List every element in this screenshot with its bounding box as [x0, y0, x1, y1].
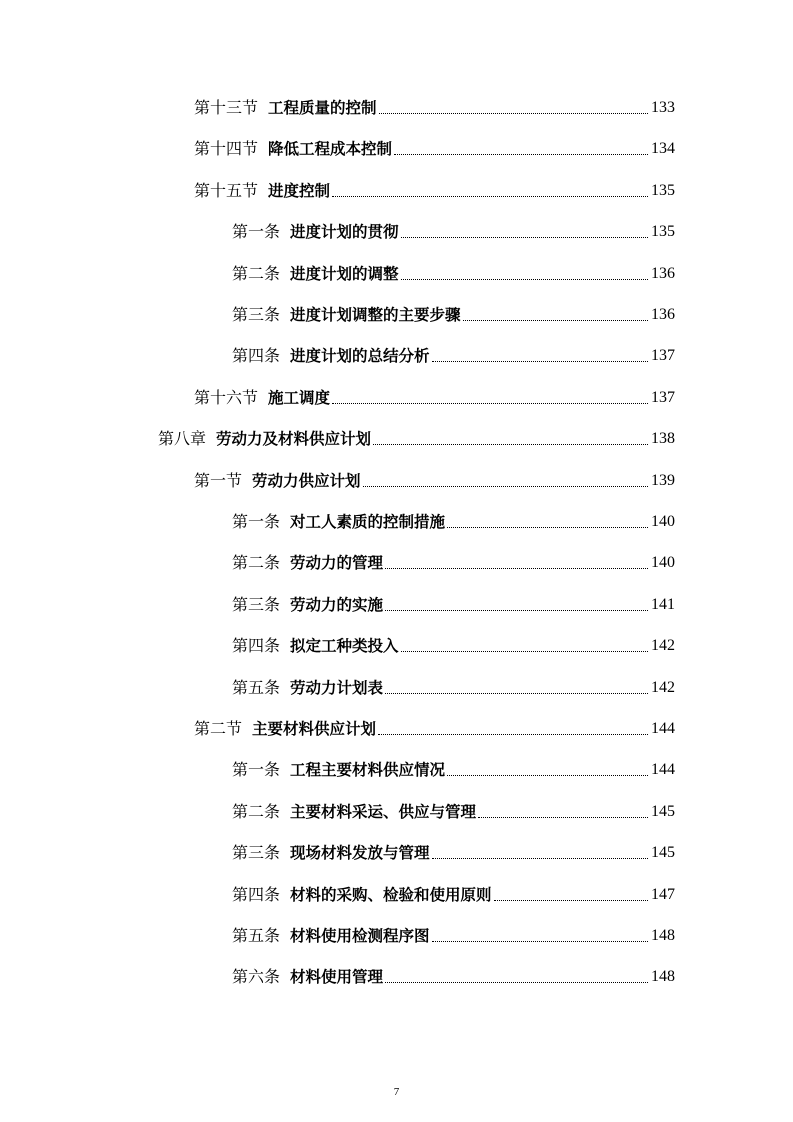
toc-entry-number: 第一条: [232, 222, 281, 242]
toc-entry[interactable]: [232, 628, 675, 656]
toc-entry-page: 144: [651, 720, 675, 737]
dot-leader: [332, 403, 648, 404]
toc-entry[interactable]: [232, 545, 675, 573]
toc-entry[interactable]: [194, 463, 675, 491]
page-number: 7: [393, 1086, 400, 1098]
toc-entry-title: 进度控制: [268, 181, 331, 200]
toc-entry-page: 141: [651, 595, 675, 613]
toc-entry-number: 第五条: [232, 926, 281, 945]
toc-entry-number: 第二节: [194, 719, 243, 738]
dot-leader: [385, 568, 648, 569]
toc-entry[interactable]: [232, 504, 675, 532]
toc-entry-page: 136: [651, 264, 675, 282]
toc-entry-number: 第四条: [232, 346, 281, 366]
dot-leader: [432, 941, 648, 942]
toc-entry-page: 137: [651, 347, 675, 365]
toc-entry-title: 材料使用检测程序图: [290, 927, 430, 945]
toc-entry[interactable]: [232, 752, 675, 780]
toc-entry-page: 137: [651, 388, 675, 406]
toc-entry[interactable]: [232, 959, 675, 987]
toc-entry-title: 进度计划的贯彻: [290, 223, 399, 242]
dot-leader: [332, 196, 648, 197]
dot-leader: [447, 527, 648, 528]
toc-entry[interactable]: [194, 131, 675, 159]
toc-entry[interactable]: [232, 338, 675, 366]
toc-entry-title: 拟定工种类投入: [290, 637, 399, 656]
toc-entry-page: 136: [651, 306, 675, 323]
toc-entry-title: 进度计划的总结分析: [290, 347, 430, 366]
toc-entry[interactable]: [194, 380, 675, 408]
toc-entry[interactable]: [194, 90, 675, 118]
toc-entry-page: 145: [651, 802, 675, 820]
dot-leader: [385, 982, 648, 983]
toc-entry-page: 133: [651, 99, 675, 116]
toc-entry-title: 材料使用管理: [290, 968, 384, 987]
toc-entry-page: 140: [651, 554, 675, 572]
toc-entry[interactable]: [232, 794, 675, 822]
toc-entry-title: 主要材料采运、供应与管理: [290, 802, 477, 821]
toc-entry[interactable]: [158, 421, 675, 449]
dot-leader: [478, 817, 648, 818]
dot-leader: [432, 361, 648, 362]
toc-entry-page: 142: [651, 678, 675, 696]
toc-entry-number: 第四条: [232, 636, 281, 656]
toc-entry[interactable]: [232, 877, 675, 905]
toc-entry-page: 148: [651, 927, 675, 944]
toc-entry-title: 劳动力及材料供应计划: [216, 430, 372, 449]
dot-leader: [394, 154, 648, 155]
toc-entry-number: 第十五节: [194, 180, 259, 200]
toc-entry-page: 139: [651, 471, 675, 489]
toc-entry-title: 降低工程成本控制: [268, 140, 393, 159]
dot-leader: [373, 444, 648, 445]
toc-entry-number: 第十四节: [194, 139, 259, 159]
toc-entry-title: 劳动力计划表: [290, 678, 384, 697]
toc-entry-number: 第三条: [232, 594, 281, 614]
toc-entry-page: 134: [651, 140, 675, 158]
toc-entry-title: 劳动力供应计划: [252, 471, 361, 490]
toc-entry-page: 135: [651, 223, 675, 241]
toc-entry-title: 进度计划调整的主要步骤: [290, 306, 461, 324]
toc-entry[interactable]: [232, 918, 675, 946]
dot-leader: [363, 486, 648, 487]
toc-entry[interactable]: [194, 711, 675, 739]
toc-entry-title: 进度计划的调整: [290, 264, 399, 283]
toc-entry-page: 144: [651, 761, 675, 779]
toc-entry-page: 140: [651, 513, 675, 530]
dot-leader: [385, 610, 648, 611]
dot-leader: [379, 113, 648, 114]
toc-entry-title: 劳动力的实施: [290, 595, 384, 614]
toc-entry-number: 第四条: [232, 884, 281, 904]
dot-leader: [447, 775, 648, 776]
toc-entry-page: 138: [651, 430, 675, 448]
toc-entry[interactable]: [232, 670, 675, 698]
toc-entry-number: 第二条: [232, 553, 281, 573]
dot-leader: [401, 237, 648, 238]
toc-entry[interactable]: [232, 587, 675, 615]
toc-entry-number: 第一条: [232, 512, 281, 531]
toc-entry-title: 劳动力的管理: [290, 554, 384, 573]
toc-entry-number: 第三条: [232, 843, 281, 863]
toc-entry-title: 主要材料供应计划: [252, 720, 377, 738]
toc-entry-number: 第十三节: [194, 98, 259, 117]
toc-entry-page: 148: [651, 968, 675, 986]
toc-entry-number: 第二条: [232, 801, 281, 821]
toc-entry-page: 135: [651, 181, 675, 199]
toc-entry-title: 施工调度: [268, 388, 331, 407]
toc-entry-number: 第三条: [232, 305, 281, 324]
toc-entry-title: 工程主要材料供应情况: [290, 761, 446, 780]
dot-leader: [385, 693, 648, 694]
dot-leader: [401, 651, 648, 652]
toc-entry-number: 第二条: [232, 263, 281, 283]
toc-entry-number: 第六条: [232, 967, 281, 987]
dot-leader: [378, 734, 648, 735]
toc-entry-number: 第八章: [158, 429, 207, 449]
dot-leader: [401, 279, 648, 280]
dot-leader: [463, 320, 648, 321]
toc-entry-page: 142: [651, 637, 675, 655]
dot-leader: [494, 900, 648, 901]
toc-entry-page: 147: [651, 885, 675, 903]
toc-entry[interactable]: [194, 173, 675, 201]
toc-entry-number: 第十六节: [194, 387, 259, 407]
toc-entry[interactable]: [232, 214, 675, 242]
toc-entry-number: 第五条: [232, 677, 281, 697]
toc-entry-title: 对工人素质的控制措施: [290, 513, 446, 531]
toc-entry-page: 145: [651, 844, 675, 862]
dot-leader: [432, 858, 648, 859]
toc-entry-title: 现场材料发放与管理: [290, 844, 430, 863]
toc-entry[interactable]: [232, 297, 675, 325]
toc-entry-title: 工程质量的控制: [268, 99, 377, 117]
toc-entry[interactable]: [232, 256, 675, 284]
toc-entry-number: 第一条: [232, 760, 281, 780]
toc-entry[interactable]: [232, 835, 675, 863]
toc-entry-title: 材料的采购、检验和使用原则: [290, 885, 492, 904]
toc-entry-number: 第一节: [194, 470, 243, 490]
